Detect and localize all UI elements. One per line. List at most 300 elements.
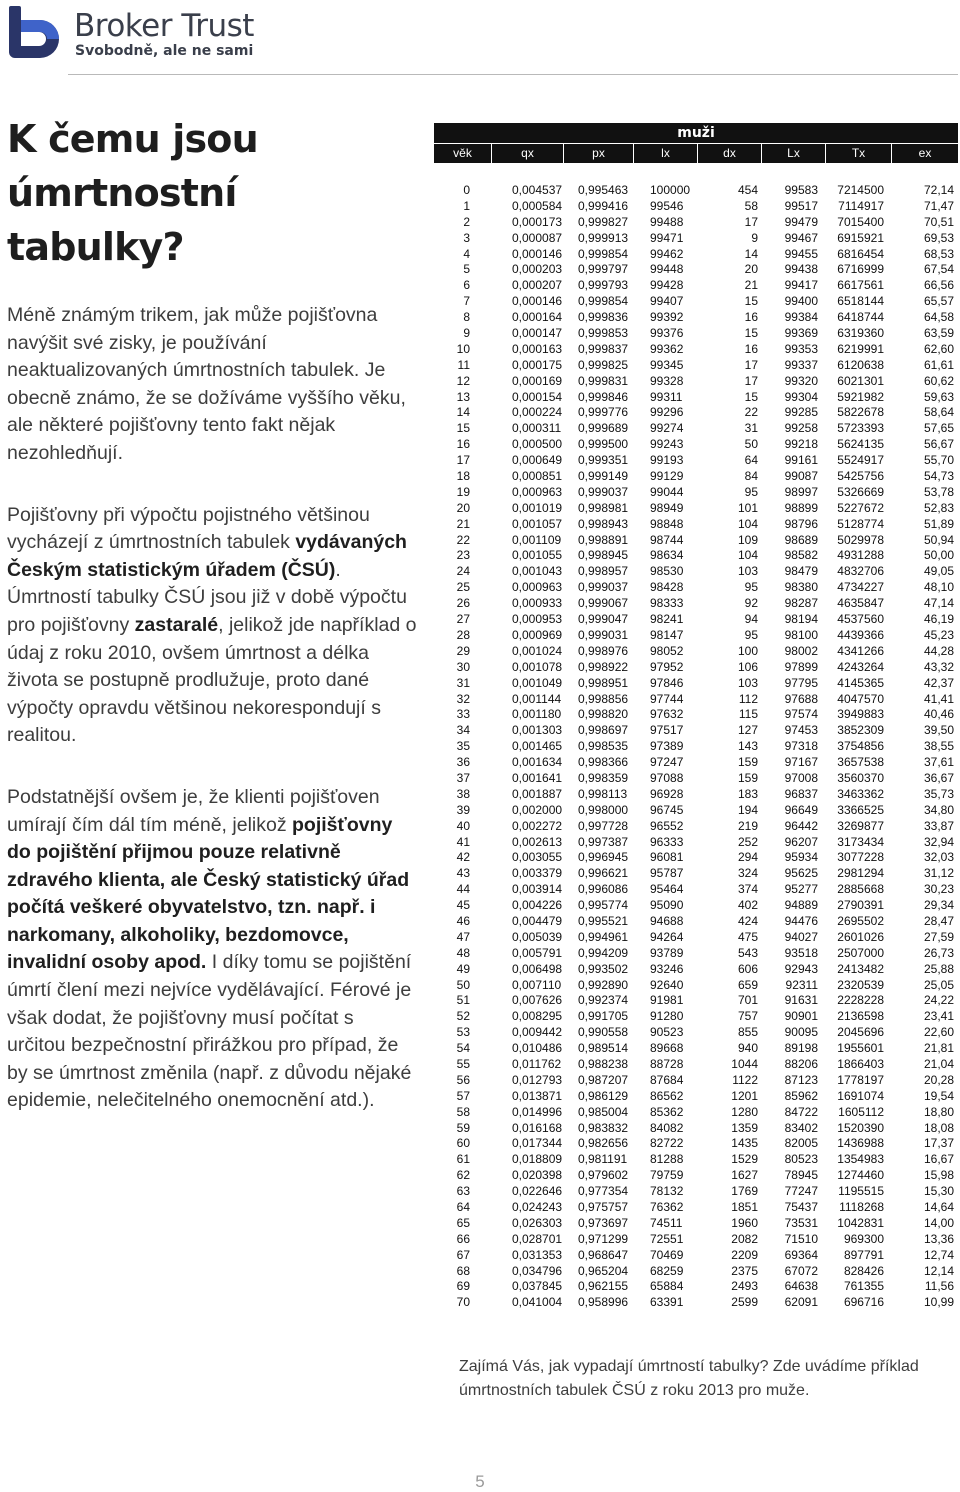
table-cell: 1851 <box>731 1200 758 1214</box>
table-row <box>434 533 960 549</box>
table-cell: 0,000175 <box>512 357 563 372</box>
table-cell: 2507000 <box>837 945 884 960</box>
table-cell: 99417 <box>784 278 818 293</box>
table-cell: 52,83 <box>923 500 954 515</box>
table-cell: 93789 <box>650 945 684 960</box>
table-cell: 94688 <box>650 913 684 928</box>
paragraph-csu <box>7 502 417 750</box>
table-cell: 70469 <box>650 1247 684 1262</box>
table-cell: 0,999037 <box>578 484 629 499</box>
table-cell: 56 <box>456 1072 470 1087</box>
table-cell: 91981 <box>650 993 684 1008</box>
table-cell: 0,998697 <box>578 723 629 738</box>
table-cell: 0,998951 <box>578 675 629 690</box>
table-cell: 7214500 <box>837 183 884 197</box>
table-cell: 63 <box>456 1184 470 1199</box>
table-cell: 99471 <box>650 230 684 245</box>
table-cell: 0,000173 <box>512 214 563 229</box>
table-cell: 0,002272 <box>512 818 563 833</box>
table-cell: 37,61 <box>923 755 954 770</box>
table-row <box>434 1121 960 1137</box>
table-cell: 2981294 <box>837 866 884 881</box>
table-row <box>434 231 960 247</box>
table-row <box>434 342 960 358</box>
table-cell: 0,994209 <box>578 945 629 960</box>
table-cell: 103 <box>737 675 758 690</box>
table-cell: 22 <box>456 532 470 547</box>
table-cell: 15 <box>744 326 758 341</box>
table-cell: 34 <box>456 723 470 738</box>
table-cell: 0,010486 <box>512 1041 563 1056</box>
table-cell: 0,004537 <box>512 183 563 197</box>
table-row <box>434 1025 960 1041</box>
table-cell: 99345 <box>650 357 684 372</box>
table-cell: 3852309 <box>837 723 884 738</box>
table-cell: 85362 <box>650 1104 684 1119</box>
table-cell: 49,05 <box>923 564 954 579</box>
table-cell: 0,990558 <box>578 1025 629 1040</box>
table-cell: 659 <box>737 977 758 992</box>
table-cell: 18 <box>456 469 470 484</box>
table-cell: 99328 <box>650 373 684 388</box>
table-cell: 294 <box>737 850 758 865</box>
table-cell: 84722 <box>784 1104 818 1119</box>
table-cell: 3077228 <box>837 850 884 865</box>
table-cell: 98848 <box>650 516 684 531</box>
table-cell: 38,55 <box>923 739 954 754</box>
table-cell: 194 <box>737 802 758 817</box>
table-cell: 92 <box>744 596 758 611</box>
table-cell: 23,41 <box>923 1009 954 1024</box>
table-cell: 0,999047 <box>578 612 629 627</box>
table-cell: 106 <box>737 659 758 674</box>
table-cell: 24,22 <box>923 993 954 1008</box>
table-cell: 94889 <box>784 898 818 913</box>
table-cell: 0,992374 <box>578 993 629 1008</box>
table-row <box>434 1089 960 1105</box>
table-row <box>434 485 960 501</box>
table-cell: 855 <box>737 1025 758 1040</box>
table-cell: 0,013871 <box>512 1088 563 1103</box>
table-row <box>434 294 960 310</box>
table-cell: 0,000969 <box>512 627 563 642</box>
table-cell: 0,001024 <box>512 643 563 658</box>
table-cell: 97795 <box>784 675 818 690</box>
table-cell: 92311 <box>785 977 818 992</box>
table-cell: 62,60 <box>923 341 954 356</box>
p2-text-a: Pojišťovny při výpočtu pojistného většinou vycházejí z úmrtnostních tabulek <box>7 503 370 554</box>
table-cell: 48 <box>456 945 470 960</box>
table-cell: 0,007110 <box>512 977 562 992</box>
table-cell: 0,000224 <box>512 405 563 420</box>
table-cell: 38 <box>456 786 470 801</box>
table-cell: 99274 <box>650 421 684 436</box>
table-cell: 100 <box>737 643 758 658</box>
table-cell: 72551 <box>650 1231 684 1246</box>
table-cell: 0,981191 <box>578 1152 628 1167</box>
table-cell: 6 <box>463 278 470 293</box>
table-row <box>434 930 960 946</box>
table-cell: 606 <box>737 961 758 976</box>
table-cell: 60,62 <box>923 373 954 388</box>
table-cell: 3 <box>463 230 470 245</box>
table-cell: 6021301 <box>837 373 884 388</box>
table-cell: 0,995521 <box>578 913 629 928</box>
column-header: Lx <box>762 144 826 163</box>
table-cell: 127 <box>737 723 758 738</box>
table-cell: 0,991705 <box>578 1009 629 1024</box>
table-cell: 0,975757 <box>578 1200 629 1214</box>
table-cell: 1436988 <box>837 1136 884 1151</box>
table-cell: 0,995774 <box>578 898 629 913</box>
table-cell: 70,51 <box>923 214 954 229</box>
table-cell: 0,001144 <box>512 691 562 706</box>
table-row <box>434 1216 960 1232</box>
table-cell: 5624135 <box>837 437 884 452</box>
table-cell: 98100 <box>784 627 818 642</box>
table-cell: 2 <box>463 214 470 229</box>
table-cell: 17 <box>456 453 470 468</box>
table-cell: 95277 <box>784 882 818 897</box>
table-cell: 0,989514 <box>578 1041 629 1056</box>
table-cell: 30 <box>456 659 470 674</box>
table-cell: 99296 <box>650 405 684 420</box>
table-cell: 0,998976 <box>578 643 629 658</box>
table-cell: 64 <box>744 453 758 468</box>
table-row <box>434 850 960 866</box>
table-cell: 73531 <box>784 1215 818 1230</box>
table-cell: 77247 <box>784 1184 818 1199</box>
table-cell: 0,999351 <box>578 453 629 468</box>
table-cell: 1627 <box>731 1168 758 1183</box>
table-cell: 0,001057 <box>512 516 563 531</box>
table-cell: 2136598 <box>837 1009 884 1024</box>
table-cell: 94264 <box>650 929 684 944</box>
table-cell: 2790391 <box>837 898 884 913</box>
table-row <box>434 1248 960 1264</box>
table-cell: 99320 <box>784 373 818 388</box>
table-cell: 4047570 <box>837 691 884 706</box>
table-cell: 0,000584 <box>512 198 563 213</box>
table-row <box>434 596 960 612</box>
brand-tagline: Svobodně, ale ne sami <box>75 43 254 59</box>
table-cell: 0,000649 <box>512 453 563 468</box>
table-cell: 49 <box>456 961 470 976</box>
table-cell: 46,19 <box>923 612 954 627</box>
table-cell: 91631 <box>784 993 818 1008</box>
table-cell: 48,10 <box>923 580 954 595</box>
table-cell: 6816454 <box>837 246 884 261</box>
table-cell: 424 <box>737 913 758 928</box>
article-column <box>7 112 417 1149</box>
table-cell: 11,56 <box>924 1279 954 1294</box>
table-cell: 104 <box>737 548 758 563</box>
table-cell: 17,37 <box>923 1136 954 1151</box>
table-cell: 0,000933 <box>512 596 563 611</box>
table-cell: 2885668 <box>837 882 884 897</box>
table-cell: 17 <box>744 214 758 229</box>
table-cell: 2228228 <box>837 993 884 1008</box>
table-row <box>434 1264 960 1280</box>
table-row <box>434 787 960 803</box>
table-cell: 0,000311 <box>512 421 562 436</box>
table-cell: 99243 <box>650 437 684 452</box>
table-cell: 99467 <box>784 230 818 245</box>
table-cell: 20 <box>744 262 758 277</box>
table-cell: 5 <box>463 262 470 277</box>
paragraph-clients <box>7 784 417 1115</box>
table-cell: 47,14 <box>923 596 954 611</box>
table-cell: 1960 <box>731 1215 758 1230</box>
table-cell: 81288 <box>650 1152 684 1167</box>
table-cell: 1 <box>463 198 470 213</box>
table-cell: 183 <box>737 786 758 801</box>
table-cell: 761355 <box>843 1279 884 1294</box>
table-cell: 94 <box>744 612 758 627</box>
table-row <box>434 517 960 533</box>
table-cell: 84082 <box>650 1120 684 1135</box>
table-cell: 59 <box>456 1120 470 1135</box>
table-cell: 6716999 <box>837 262 884 277</box>
table-cell: 0,004226 <box>512 898 563 913</box>
table-row <box>434 326 960 342</box>
table-cell: 0,003379 <box>512 866 563 881</box>
table-row <box>434 1041 960 1057</box>
table-cell: 3269877 <box>837 818 884 833</box>
table-cell: 1122 <box>732 1072 758 1087</box>
table-cell: 0,999854 <box>578 246 629 261</box>
table-row <box>434 1105 960 1121</box>
table-cell: 1359 <box>731 1120 758 1135</box>
table-cell: 41 <box>456 834 470 849</box>
table-cell: 33,87 <box>923 818 954 833</box>
table-cell: 93246 <box>650 961 684 976</box>
table-row <box>434 580 960 596</box>
table-row <box>434 1073 960 1089</box>
table-cell: 14 <box>456 405 470 420</box>
table-cell: 1955601 <box>837 1041 884 1056</box>
table-cell: 0,985004 <box>578 1104 629 1119</box>
table-cell: 36,67 <box>923 770 954 785</box>
table-cell: 40 <box>456 818 470 833</box>
table-cell: 99304 <box>784 389 818 404</box>
table-cell: 27 <box>456 612 470 627</box>
table-cell: 374 <box>737 882 758 897</box>
table-cell: 0,000164 <box>512 310 563 325</box>
table-row <box>434 278 960 294</box>
table-row <box>434 564 960 580</box>
table-cell: 57,65 <box>923 421 954 436</box>
table-cell: 39,50 <box>923 723 954 738</box>
table-cell: 0,998981 <box>578 500 629 515</box>
table-cell: 324 <box>737 866 758 881</box>
table-cell: 98582 <box>784 548 818 563</box>
table-cell: 10 <box>456 341 470 356</box>
table-cell: 9 <box>463 326 470 341</box>
table-row <box>434 771 960 787</box>
table-cell: 0,001049 <box>512 675 563 690</box>
table-row <box>434 453 960 469</box>
table-cell: 0,999825 <box>578 357 629 372</box>
table-cell: 2493 <box>731 1279 758 1294</box>
table-cell: 4832706 <box>837 564 884 579</box>
table-cell: 95090 <box>650 898 684 913</box>
table-cell: 0,999793 <box>578 278 629 293</box>
table-cell: 3657538 <box>837 755 884 770</box>
table-cell: 21,04 <box>923 1056 954 1071</box>
table-row <box>434 1057 960 1073</box>
table-cell: 67 <box>456 1247 470 1262</box>
table-cell: 0,997728 <box>578 818 629 833</box>
table-cell: 15 <box>456 421 470 436</box>
table-cell: 55 <box>456 1056 470 1071</box>
table-cell: 17 <box>744 373 758 388</box>
table-cell: 0,034796 <box>512 1263 563 1278</box>
p2-text-c: . Úmrtností tabulky ČSÚ jsou již v době výpočtu pro pojišťovny <box>7 558 407 636</box>
table-cell: 99376 <box>650 326 684 341</box>
table-cell: 0,965204 <box>578 1263 629 1278</box>
table-cell: 1044 <box>731 1056 758 1071</box>
table-cell: 99311 <box>650 389 683 404</box>
table-cell: 36 <box>456 755 470 770</box>
table-cell: 0,998856 <box>578 691 629 706</box>
table-cell: 32,03 <box>923 850 954 865</box>
table-cell: 0,996621 <box>578 866 629 881</box>
table-cell: 0,968647 <box>578 1247 629 1262</box>
table-cell: 99392 <box>650 310 684 325</box>
table-cell: 0,998359 <box>578 770 629 785</box>
table-cell: 22 <box>744 405 758 420</box>
table-cell: 98949 <box>650 500 684 515</box>
table-cell: 1274460 <box>837 1168 884 1183</box>
table-cell: 41,41 <box>923 691 954 706</box>
table-cell: 42,37 <box>923 675 954 690</box>
table-row <box>434 1200 960 1216</box>
table-cell: 99448 <box>650 262 684 277</box>
table-row <box>434 866 960 882</box>
table-cell: 44,28 <box>923 643 954 658</box>
table-cell: 0,009442 <box>512 1025 563 1040</box>
table-cell: 97517 <box>650 723 684 738</box>
table-cell: 53 <box>456 1025 470 1040</box>
table-cell: 99369 <box>784 326 818 341</box>
table-cell: 15 <box>744 294 758 309</box>
table-cell: 87123 <box>784 1072 818 1087</box>
table-cell: 0,003914 <box>512 882 563 897</box>
table-cell: 0,998366 <box>578 755 629 770</box>
table-cell: 51,89 <box>923 516 954 531</box>
table-cell: 5128774 <box>837 516 884 531</box>
table-cell: 99129 <box>650 469 684 484</box>
table-row <box>434 1295 960 1311</box>
table-cell: 2375 <box>731 1263 758 1278</box>
table-cell: 0,999037 <box>578 580 629 595</box>
table-cell: 0,000147 <box>512 326 563 341</box>
table-cell: 0,000154 <box>512 389 563 404</box>
table-row <box>434 644 960 660</box>
table-cell: 98333 <box>650 596 684 611</box>
table-row <box>434 1136 960 1152</box>
table-cell: 21,81 <box>923 1041 954 1056</box>
table-cell: 63,59 <box>923 326 954 341</box>
table-cell: 0,003055 <box>512 850 563 865</box>
page-number: 5 <box>475 1472 485 1491</box>
table-cell: 57 <box>456 1088 470 1103</box>
table-cell: 95934 <box>784 850 818 865</box>
page-title: K čemu jsou úmrtnostní tabulky? <box>7 117 258 269</box>
table-cell: 78945 <box>784 1168 818 1183</box>
table-cell: 83402 <box>784 1120 818 1135</box>
table-cell: 6418744 <box>837 310 884 325</box>
table-cell: 0,000169 <box>512 373 563 388</box>
table-cell: 61,61 <box>923 357 954 372</box>
table-cell: 0,001303 <box>512 723 563 738</box>
table-cell: 32 <box>456 691 470 706</box>
table-cell: 104 <box>737 516 758 531</box>
table-cell: 0,999500 <box>578 437 629 452</box>
table-cell: 71,47 <box>923 198 954 213</box>
table-cell: 98744 <box>650 532 684 547</box>
table-cell: 95 <box>744 580 758 595</box>
table-row <box>434 421 960 437</box>
table-cell: 0 <box>463 183 470 197</box>
table-cell: 0,002000 <box>512 802 563 817</box>
table-cell: 75437 <box>784 1200 818 1214</box>
table-cell: 69,53 <box>923 230 954 245</box>
table-cell: 0,999776 <box>578 405 629 420</box>
broker-trust-logo-icon <box>6 6 62 62</box>
table-cell: 82722 <box>650 1136 684 1151</box>
table-cell: 15,30 <box>923 1184 954 1199</box>
column-header: qx <box>492 144 564 163</box>
table-cell: 1118268 <box>839 1200 884 1214</box>
table-cell: 96649 <box>784 802 818 817</box>
table-row <box>434 405 960 421</box>
table-cell: 99462 <box>650 246 684 261</box>
table-row <box>434 755 960 771</box>
table-cell: 90901 <box>784 1009 818 1024</box>
table-cell: 0,001043 <box>512 564 563 579</box>
table-row <box>434 819 960 835</box>
table-cell: 897791 <box>843 1247 884 1262</box>
table-cell: 7015400 <box>837 214 884 229</box>
table-cell: 53,78 <box>923 484 954 499</box>
table-cell: 58 <box>744 198 758 213</box>
table-cell: 99546 <box>650 198 684 213</box>
table-cell: 63391 <box>650 1295 684 1310</box>
table-cell: 97744 <box>650 691 684 706</box>
table-cell: 97088 <box>650 770 684 785</box>
table-cell: 0,026303 <box>512 1215 563 1230</box>
p2-bold-outdated: zastaralé <box>134 613 219 636</box>
table-cell: 0,001180 <box>512 707 562 722</box>
table-cell: 99407 <box>650 294 684 309</box>
table-cell: 98380 <box>784 580 818 595</box>
table-cell: 97389 <box>650 739 684 754</box>
table-cell: 99455 <box>784 246 818 261</box>
table-cell: 74511 <box>650 1215 683 1230</box>
table-cell: 14,64 <box>923 1200 954 1214</box>
table-cell: 5326669 <box>837 484 884 499</box>
table-row <box>434 962 960 978</box>
table-cell: 969300 <box>843 1231 884 1246</box>
table-cell: 1201 <box>731 1088 758 1103</box>
table-cell: 0,001641 <box>512 770 563 785</box>
table-cell: 0,024243 <box>512 1200 563 1214</box>
table-cell: 0,000500 <box>512 437 563 452</box>
table-row <box>434 1009 960 1025</box>
table-cell: 252 <box>737 834 758 849</box>
